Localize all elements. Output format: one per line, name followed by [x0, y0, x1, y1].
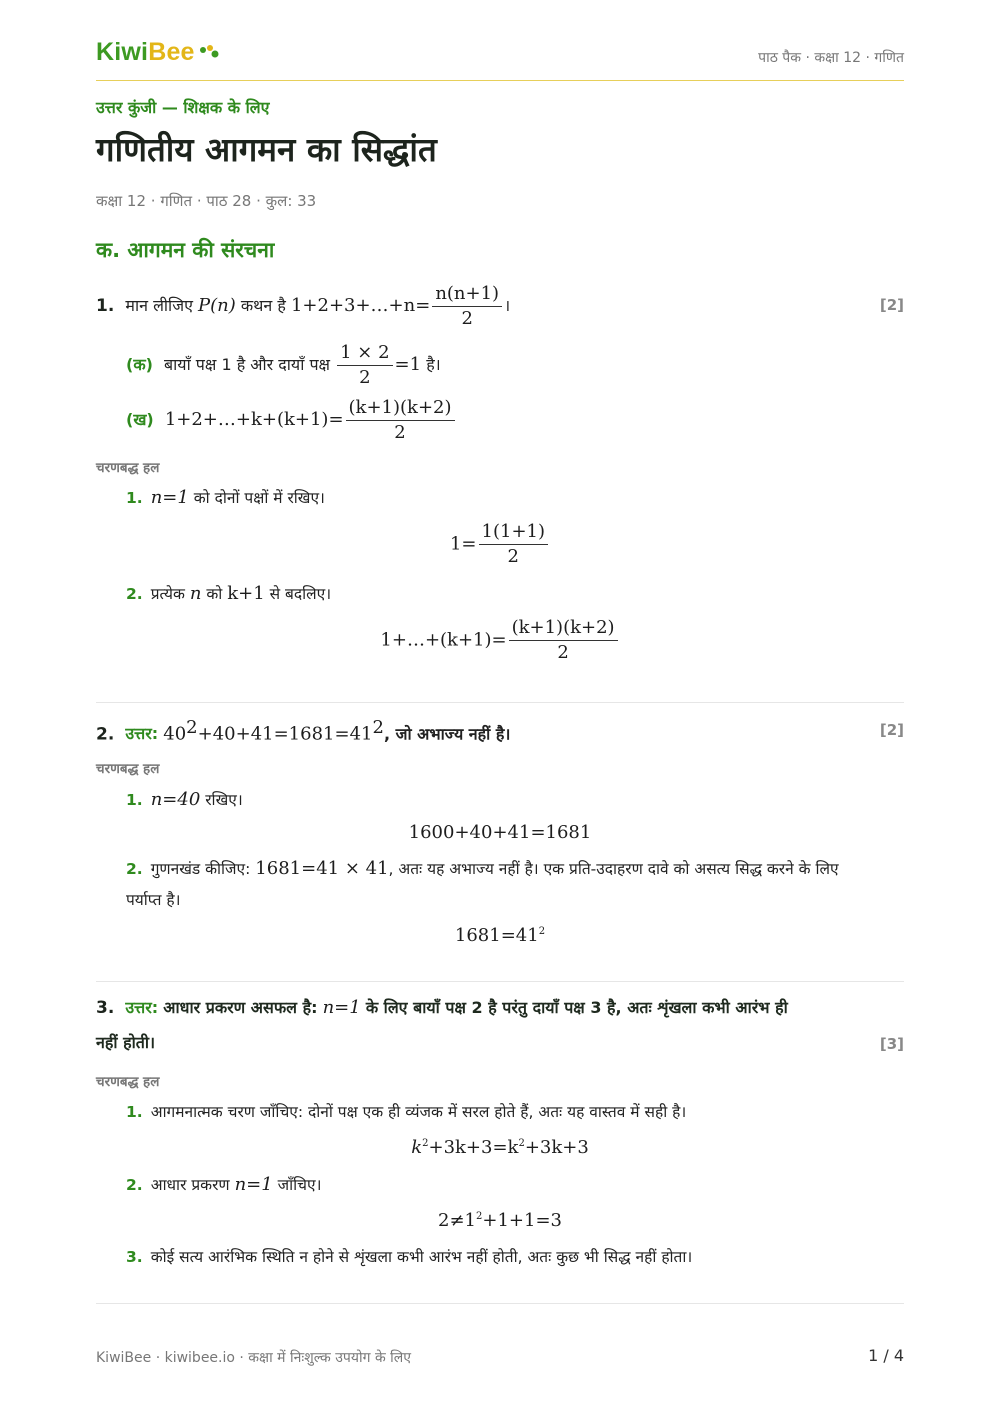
footer-text: KiwiBee · kiwibee.io · कक्षा में निःशुल्क उपयोग के लिए — [96, 1350, 412, 1366]
question-1-part-a: (क) बायाँ पक्ष 1 है और दायाँ पक्ष $\frac{1 \times 2}{2}$ =1 है। — [126, 342, 441, 388]
fraction: $\frac{1 \times 2}{2}$ — [337, 341, 392, 390]
page-meta: कक्षा 12 · गणित · पाठ 28 · कुल: 33 — [96, 192, 317, 210]
step-equation: $2\ne 1^2+1+1=3$ — [438, 1210, 562, 1231]
step-item: 1. आगमनात्मक चरण जाँचिए: दोनों पक्ष एक ही व्यंजक में सरल होते हैं, अतः यह वास्तव में सही है। — [126, 1103, 687, 1121]
step-item: 3. कोई सत्य आरंभिक स्थिति न होने से शृंखला कभी आरंभ नहीं होती, अतः कुछ भी सिद्ध नहीं होता। — [126, 1248, 693, 1266]
step-item: 2. प्रत्येक n को k+1 से बदलिए। — [126, 583, 332, 604]
fraction: $\frac{n(n+1)}{2}$ — [432, 282, 502, 331]
step-item: 1. n=1 को दोनों पक्षों में रखिए। — [126, 487, 325, 508]
fraction: $\frac{(k+1)(k+2)}{2}$ — [346, 396, 455, 445]
footer-divider — [96, 1303, 904, 1304]
breadcrumb: पाठ पैक · कक्षा 12 · गणित — [758, 50, 904, 66]
step-equation: $k^2+3k+3=k^2+3k+3$ — [411, 1137, 589, 1158]
fraction: $\frac{1(1+1)}{2}$ — [479, 520, 548, 569]
question-3-continued: नहीं होती। — [96, 1033, 156, 1052]
step-item: 2. आधार प्रकरण n=1 जाँचिए। — [126, 1174, 322, 1195]
step-equation: 1600+40+41=1681 — [408, 822, 592, 843]
step-item-continued: पर्याप्त है। — [126, 891, 181, 909]
page-title: गणितीय आगमन का सिद्धांत — [96, 130, 437, 169]
logo: KiwiBee — [96, 38, 195, 66]
steps-heading: चरणबद्ध हल — [96, 761, 160, 777]
logo-dots-icon — [199, 44, 221, 60]
step-equation: 1= $\frac{1(1+1)}{2}$ — [96, 520, 904, 569]
question-1: 1. मान लीजिए P(n) कथन है 1+2+3+…+n= $\frac{n(n+1)}{2}$ । — [96, 283, 511, 329]
page-header — [96, 36, 904, 81]
steps-heading: चरणबद्ध हल — [96, 1074, 160, 1090]
divider — [96, 981, 904, 982]
steps-heading: चरणबद्ध हल — [96, 460, 160, 476]
divider — [96, 702, 904, 703]
marks-badge: [2] — [879, 721, 904, 739]
answer-key-kicker: उत्तर कुंजी — शिक्षक के लिए — [96, 98, 270, 117]
question-2: 2. उत्तर: $40^2+40+41=1681=41^2$, जो अभाज्य नहीं है। — [96, 717, 511, 745]
question-3: 3. उत्तर: आधार प्रकरण असफल है: n=1 के लिए बायाँ पक्ष 2 है परंतु दायाँ पक्ष 3 है, अतः शृंखला कभी आरंभ ही — [96, 997, 788, 1018]
question-1-part-b: (ख) 1+2+…+k+(k+1)= $\frac{(k+1)(k+2)}{2}$ — [126, 396, 457, 445]
step-item: 2. गुणनखंड कीजिए: 1681=41 × 41, अतः यह अभाज्य नहीं है। एक प्रति-उदाहरण दावे को असत्य सिद्ध करने के लिए — [126, 858, 839, 879]
worksheet-page — [96, 0, 904, 1413]
marks-badge: [2] — [879, 296, 904, 314]
step-equation: 1+…+(k+1)= $\frac{(k+1)(k+2)}{2}$ — [96, 616, 904, 665]
marks-badge: [3] — [879, 1035, 904, 1053]
fraction: $\frac{(k+1)(k+2)}{2}$ — [509, 616, 618, 665]
step-equation: $1681=41^2$ — [454, 925, 546, 946]
page-number: 1 / 4 — [868, 1346, 904, 1365]
step-item: 1. n=40 रखिए। — [126, 789, 243, 810]
section-heading: क. आगमन की संरचना — [96, 238, 275, 262]
